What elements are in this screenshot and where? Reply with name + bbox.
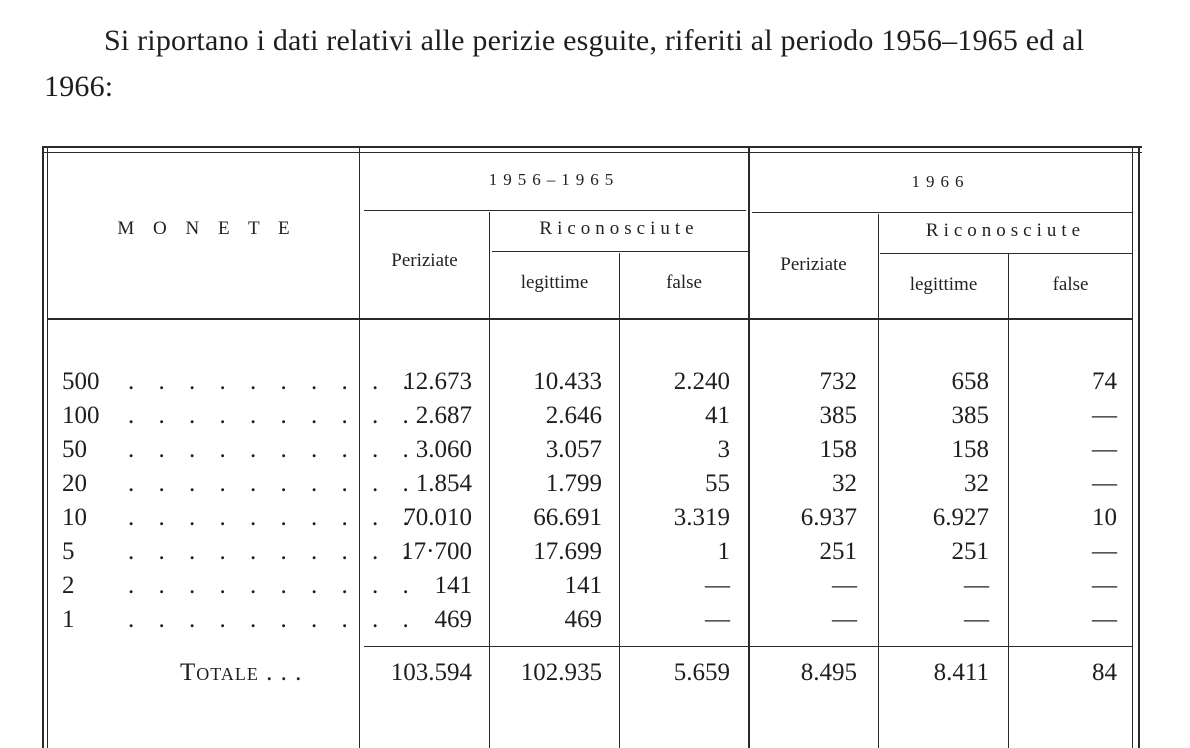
table-cell: 141 xyxy=(564,572,602,599)
table-cell: 2.240 xyxy=(673,368,730,395)
table-border-right-inner xyxy=(1132,148,1133,748)
header-rule xyxy=(364,210,746,211)
total-rule xyxy=(364,646,1132,647)
header-rule xyxy=(492,251,748,252)
table-cell: 55 xyxy=(705,470,730,497)
totale-cell: 5.659 xyxy=(673,659,730,686)
table-cell: 6.927 xyxy=(932,504,989,531)
period-1-header: 1956–1965 xyxy=(488,170,620,189)
table-cell: 32 xyxy=(964,470,989,497)
monete-header: M O N E T E xyxy=(117,218,297,239)
row-coin-label: 10 xyxy=(62,504,87,531)
table-cell: 17·700 xyxy=(401,538,472,565)
table-cell: 41 xyxy=(705,402,730,429)
table-cell: 3 xyxy=(717,436,730,463)
table-cell: 385 xyxy=(951,402,989,429)
totale-cell: 84 xyxy=(1092,659,1117,686)
riconosciute-header-1: Riconosciute xyxy=(539,218,699,239)
table-cell: 158 xyxy=(819,436,857,463)
leader-dots: . . . . . . . . . . xyxy=(128,436,418,463)
table-cell: 658 xyxy=(951,368,989,395)
table-cell: — xyxy=(1092,606,1117,633)
table-border-left xyxy=(42,148,44,748)
table-cell: — xyxy=(1092,538,1117,565)
header-bottom-rule xyxy=(48,318,1132,320)
table-cell: 1.799 xyxy=(545,470,602,497)
row-coin-label: 2 xyxy=(62,572,75,599)
table-cell: 141 xyxy=(434,572,472,599)
leader-dots: . . . . . . . . . . xyxy=(128,402,418,429)
table-cell: 10 xyxy=(1092,504,1117,531)
table-cell: — xyxy=(832,606,857,633)
table-border-left-inner xyxy=(47,148,48,748)
table-cell: — xyxy=(1092,572,1117,599)
header-rule xyxy=(752,212,1132,213)
totale-cell: 103.594 xyxy=(390,659,472,686)
table-cell: — xyxy=(705,606,730,633)
leader-dots: . . . . . . . . . . xyxy=(128,538,418,565)
row-coin-label: 1 xyxy=(62,606,75,633)
table-cell: — xyxy=(1092,402,1117,429)
table-cell: 469 xyxy=(434,606,472,633)
legittime-header-2: legittime xyxy=(909,274,978,295)
table-cell: 66.691 xyxy=(533,504,602,531)
periziate-header-2: Periziate xyxy=(780,254,847,275)
table-cell: 12.673 xyxy=(403,368,472,395)
table-cell: 10.433 xyxy=(533,368,602,395)
totale-cell: 102.935 xyxy=(520,659,602,686)
table-cell: 3.060 xyxy=(415,436,472,463)
table-cell: 469 xyxy=(564,606,602,633)
table-cell: — xyxy=(1092,436,1117,463)
leader-dots: . . . . . . . . . . xyxy=(128,470,418,497)
table-cell: 70.010 xyxy=(403,504,472,531)
header-rule xyxy=(880,253,1132,254)
totale-cell: 8.495 xyxy=(800,659,857,686)
table-cell: 3.057 xyxy=(545,436,602,463)
row-coin-label: 50 xyxy=(62,436,87,463)
table-cell: 2.687 xyxy=(415,402,472,429)
table-cell: — xyxy=(1092,470,1117,497)
row-coin-label: 5 xyxy=(62,538,75,565)
row-coin-label: 100 xyxy=(62,402,100,429)
table-cell: 17.699 xyxy=(533,538,602,565)
false-header-2: false xyxy=(1052,274,1089,295)
period-2-header: 1966 xyxy=(911,172,970,191)
table-cell: 732 xyxy=(819,368,857,395)
table-cell: — xyxy=(832,572,857,599)
riconosciute-header-2: Riconosciute xyxy=(925,220,1086,241)
row-coin-label: 20 xyxy=(62,470,87,497)
table-cell: 1.854 xyxy=(415,470,472,497)
table-cell: 2.646 xyxy=(545,402,602,429)
table-border-right xyxy=(1138,148,1140,748)
table-cell: — xyxy=(964,606,989,633)
table-cell: — xyxy=(705,572,730,599)
legittime-header-1: legittime xyxy=(520,272,589,293)
row-coin-label: 500 xyxy=(62,368,100,395)
table-cell: — xyxy=(964,572,989,599)
table-cell: 1 xyxy=(717,538,730,565)
coin-expertise-table xyxy=(42,146,1142,748)
leader-dots: . . . . . . . . . . xyxy=(128,572,418,599)
table-cell: 74 xyxy=(1092,368,1117,395)
leader-dots: . . . . . . . . . . xyxy=(128,606,418,633)
table-cell: 251 xyxy=(819,538,857,565)
table-cell: 158 xyxy=(951,436,989,463)
totale-cell: 8.411 xyxy=(933,659,989,686)
false-header-1: false xyxy=(666,272,702,293)
table-cell: 251 xyxy=(951,538,989,565)
leader-dots: . . . . . . . . . . xyxy=(128,368,418,395)
periziate-header-1: Periziate xyxy=(391,250,458,271)
totale-label: Totale . . . xyxy=(180,659,303,686)
table-cell: 385 xyxy=(819,402,857,429)
table-cell: 32 xyxy=(832,470,857,497)
leader-dots: . . . . . . . . . . xyxy=(128,504,418,531)
table-cell: 6.937 xyxy=(800,504,857,531)
table-cell: 3.319 xyxy=(673,504,730,531)
intro-paragraph: Si riportano i dati relativi alle perizie esguite, riferiti al periodo 1956–1965 ed al 1966: xyxy=(44,24,1085,103)
